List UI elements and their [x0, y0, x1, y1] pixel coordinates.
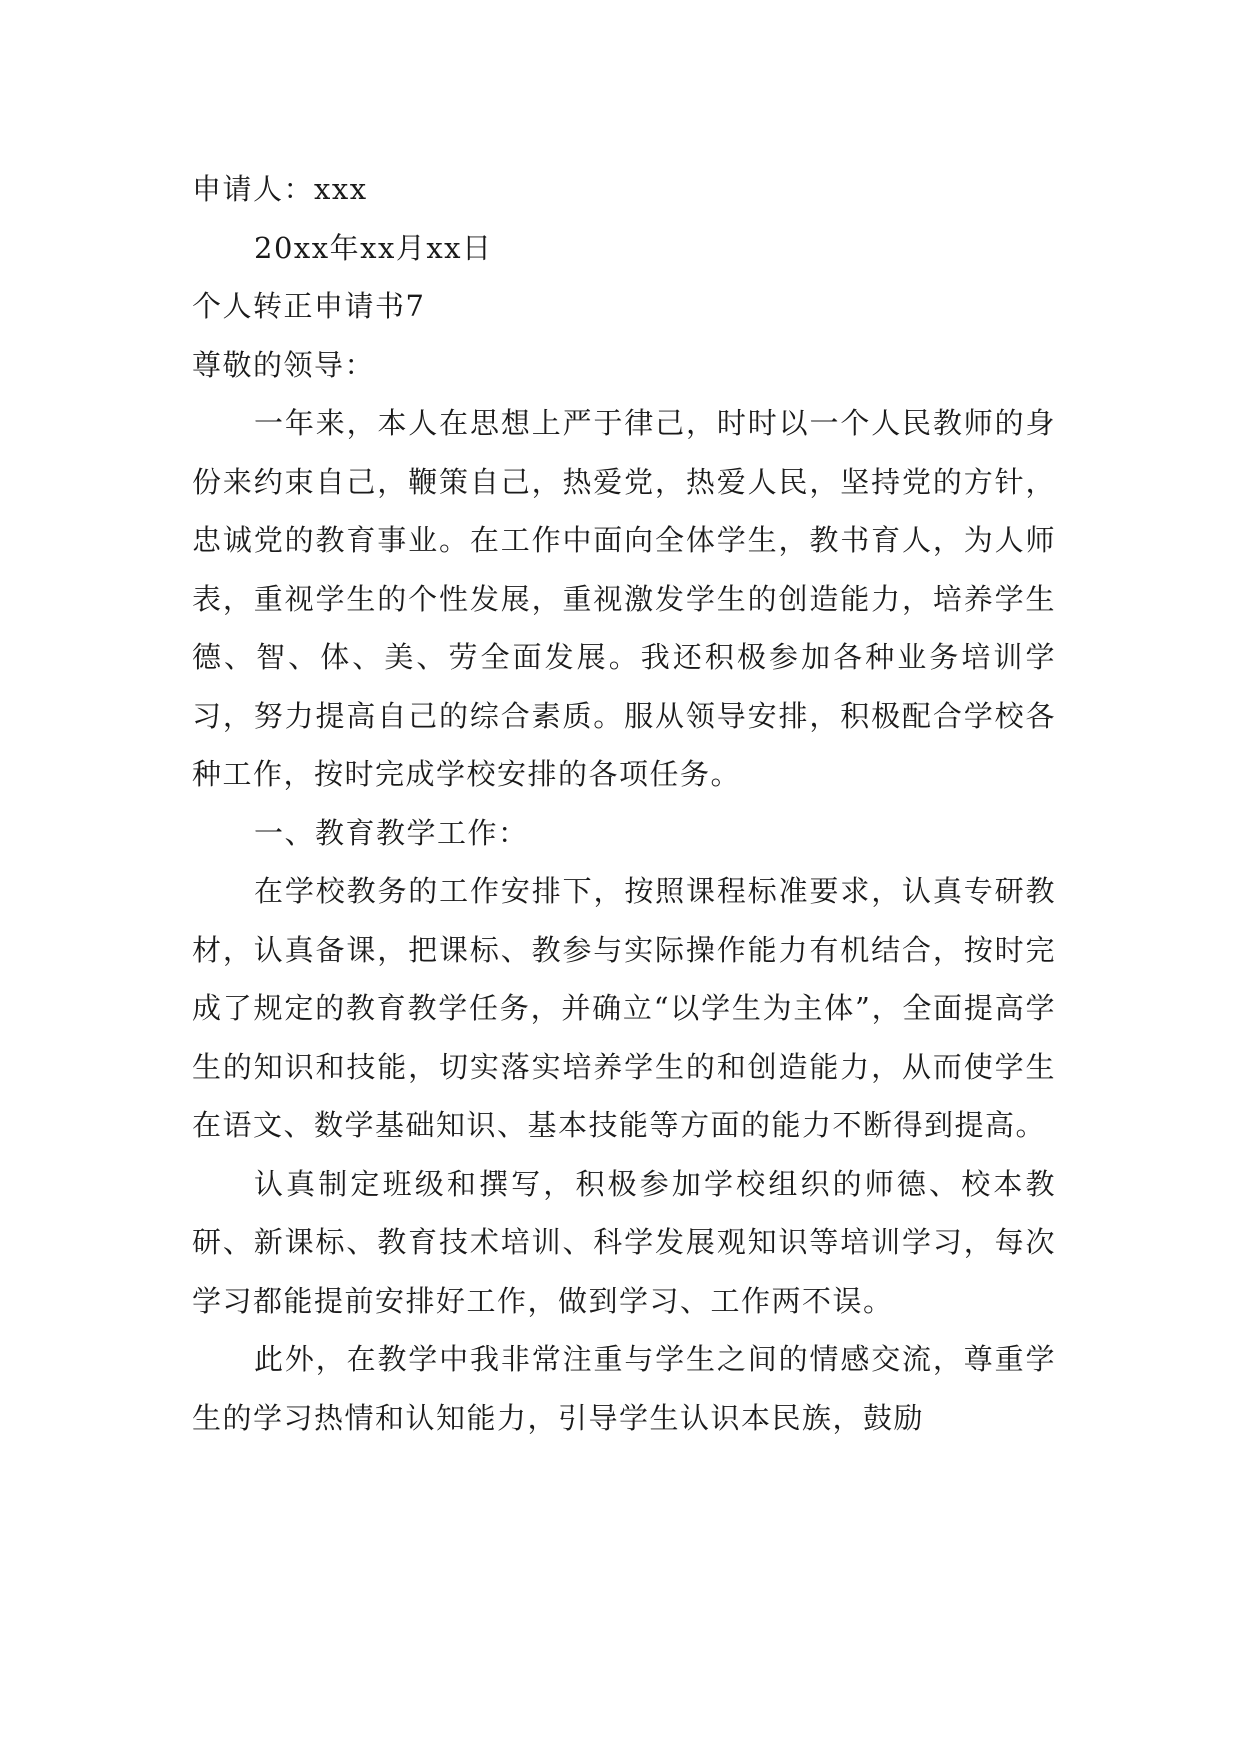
section-heading-teaching: 一、教育教学工作：: [254, 815, 529, 850]
paragraph-training: 认真制定班级和撰写，积极参加学校组织的师德、校本教研、新课标、教育技术培训、科学发展观知识等培训学习，每次学习都能提前安排好工作，做到学习、工作两不误。: [192, 1166, 1056, 1318]
document-title: 个人转正申请书7: [192, 289, 426, 323]
applicant-line: 申请人：xxx: [192, 172, 368, 206]
document-body: [192, 160, 1056, 1447]
paragraph-teaching: 在学校教务的工作安排下，按照课程标准要求，认真专研教材，认真备课，把课标、教参与实际操作能力有机结合，按时完成了规定的教育教学任务，并确立“以学生为主体”，全面提高学生的知识和技能，切实落实培养学生的和创造能力，从而使学生在语文、数学基础知识、基本技能等方面的能力不断得到提高。: [192, 874, 1056, 1142]
salutation: 尊敬的领导：: [192, 347, 376, 382]
date-line: 20xx年xx月xx日: [254, 230, 493, 265]
paragraph-intro: 一年来，本人在思想上严于律己，时时以一个人民教师的身份来约束自己，鞭策自己，热爱党，热爱人民，坚持党的方针，忠诚党的教育事业。在工作中面向全体学生，教书育人，为人师表，重视学生的个性发展，重视激发学生的创造能力，培养学生德、智、体、美、劳全面发展。我还积极参加各种业务培训学习，努力提高自己的综合素质。服从领导安排，积极配合学校各种工作，按时完成学校安排的各项任务。: [192, 406, 1056, 791]
paragraph-communication: 此外，在教学中我非常注重与学生之间的情感交流，尊重学生的学习热情和认知能力，引导学生认识本民族，鼓励: [192, 1342, 1056, 1435]
